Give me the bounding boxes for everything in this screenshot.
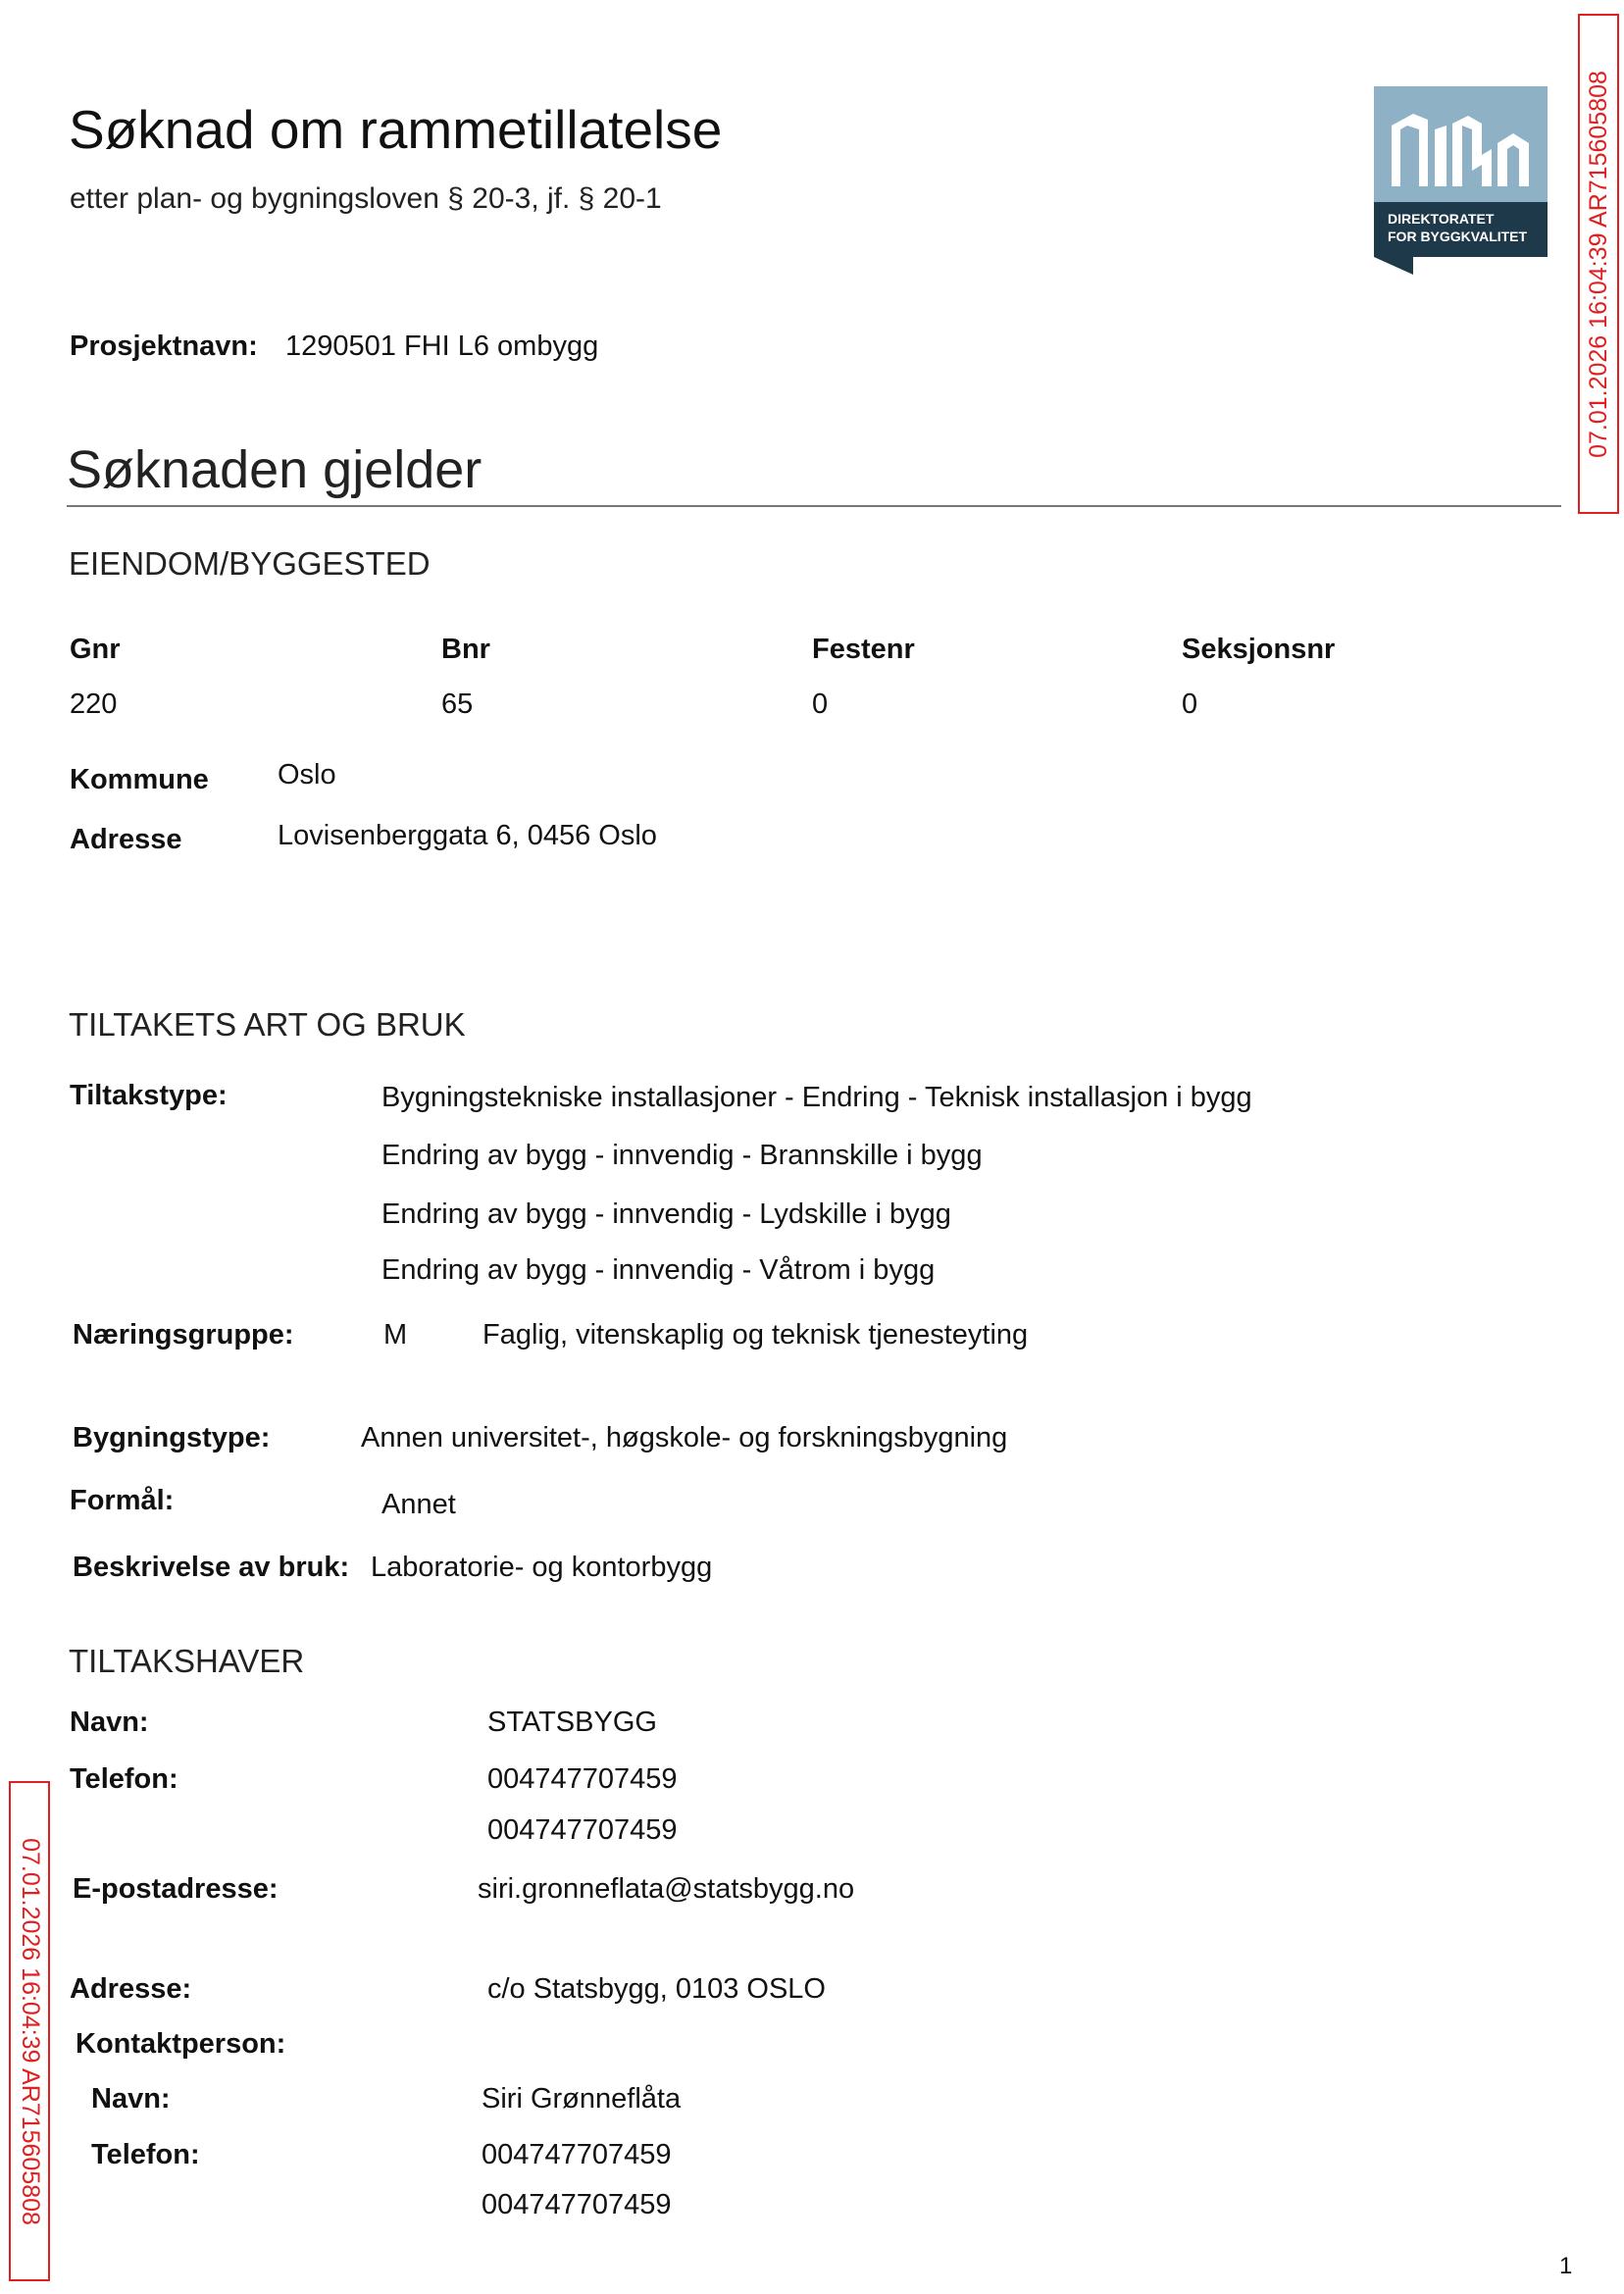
beskrivelse-value: Laboratorie- og kontorbygg [371, 1552, 713, 1583]
logo-line1: DIREKTORATET [1388, 211, 1495, 227]
tiltakstype-item: Bygningstekniske installasjoner - Endring - Teknisk installasjon i bygg [381, 1082, 1252, 1113]
bnr-label: Bnr [441, 634, 490, 665]
timestamp-stamp-top [1578, 14, 1619, 514]
festenr-value: 0 [812, 688, 829, 720]
festenr-label: Festenr [812, 634, 915, 665]
naeringsgruppe-value: Faglig, vitenskaplig og teknisk tjenesteyting [482, 1319, 1029, 1351]
timestamp-stamp-top-text: 07.01.2026 16:04:39 AR715605808 [1584, 70, 1612, 458]
formal-value: Annet [381, 1489, 456, 1520]
bygningstype-label: Bygningstype: [73, 1422, 271, 1453]
adresse-value: Lovisenberggata 6, 0456 Oslo [278, 820, 657, 851]
kommune-value: Oslo [278, 759, 336, 790]
tiltakshaver-heading: TILTAKSHAVER [69, 1643, 305, 1679]
adresse-label: Adresse [70, 824, 182, 855]
bygningstype-value: Annen universitet-, høgskole- og forskningsbygning [361, 1422, 1008, 1453]
dibk-logo-icon [1374, 86, 1548, 275]
tiltakshaver-telefon-value: 004747707459 [487, 1814, 678, 1846]
tiltakshaver-adresse-value: c/o Statsbygg, 0103 OSLO [487, 1973, 826, 2005]
section-divider [67, 505, 1561, 507]
gnr-value: 220 [70, 688, 118, 720]
timestamp-stamp-bottom-text: 07.01.2026 16:04:39 AR715605808 [16, 1837, 44, 2225]
kontakt-telefon-label: Telefon: [91, 2139, 200, 2170]
kontakt-telefon-value: 004747707459 [482, 2189, 672, 2220]
tiltakstype-item: Endring av bygg - innvendig - Brannskille i bygg [381, 1140, 983, 1171]
tiltakshaver-adresse-label: Adresse: [70, 1973, 192, 2005]
tiltakshaver-navn-label: Navn: [70, 1707, 149, 1738]
tiltak-heading: TILTAKETS ART OG BRUK [69, 1006, 466, 1043]
page-subtitle: etter plan- og bygningsloven § 20-3, jf. § 20-1 [70, 182, 662, 215]
dibk-logo [1374, 86, 1548, 275]
bnr-value: 65 [441, 688, 474, 720]
page-title: Søknad om rammetillatelse [69, 99, 723, 160]
tiltakshaver-telefon-value: 004747707459 [487, 1763, 678, 1795]
project-value: 1290501 FHI L6 ombygg [285, 331, 599, 362]
kontakt-navn-value: Siri Grønneflåta [482, 2083, 682, 2115]
seksjonsnr-value: 0 [1182, 688, 1198, 720]
tiltakshaver-epost-value: siri.gronneflata@statsbygg.no [478, 1873, 855, 1905]
tiltakstype-item: Endring av bygg - innvendig - Våtrom i bygg [381, 1254, 936, 1286]
beskrivelse-label: Beskrivelse av bruk: [73, 1552, 350, 1583]
naeringsgruppe-label: Næringsgruppe: [73, 1319, 294, 1351]
tiltakshaver-telefon-label: Telefon: [70, 1763, 178, 1795]
formal-label: Formål: [70, 1485, 175, 1516]
section-title: Søknaden gjelder [67, 440, 482, 499]
page-number: 1 [1559, 2253, 1573, 2279]
project-label: Prosjektnavn: [70, 331, 258, 362]
kontakt-navn-label: Navn: [91, 2083, 171, 2115]
tiltakstype-label: Tiltakstype: [70, 1080, 228, 1111]
gnr-label: Gnr [70, 634, 121, 665]
logo-line2: FOR BYGGKVALITET [1388, 229, 1528, 244]
tiltakstype-item: Endring av bygg - innvendig - Lydskille i bygg [381, 1198, 951, 1230]
kommune-label: Kommune [70, 764, 209, 795]
kontaktperson-label: Kontaktperson: [76, 2028, 286, 2060]
kontakt-telefon-value: 004747707459 [482, 2139, 672, 2170]
tiltakshaver-navn-value: STATSBYGG [487, 1707, 657, 1738]
eiendom-heading: EIENDOM/BYGGESTED [69, 545, 431, 582]
tiltakshaver-epost-label: E-postadresse: [73, 1873, 279, 1905]
seksjonsnr-label: Seksjonsnr [1182, 634, 1336, 665]
timestamp-stamp-bottom [9, 1781, 50, 2281]
naeringsgruppe-code: M [383, 1319, 408, 1351]
